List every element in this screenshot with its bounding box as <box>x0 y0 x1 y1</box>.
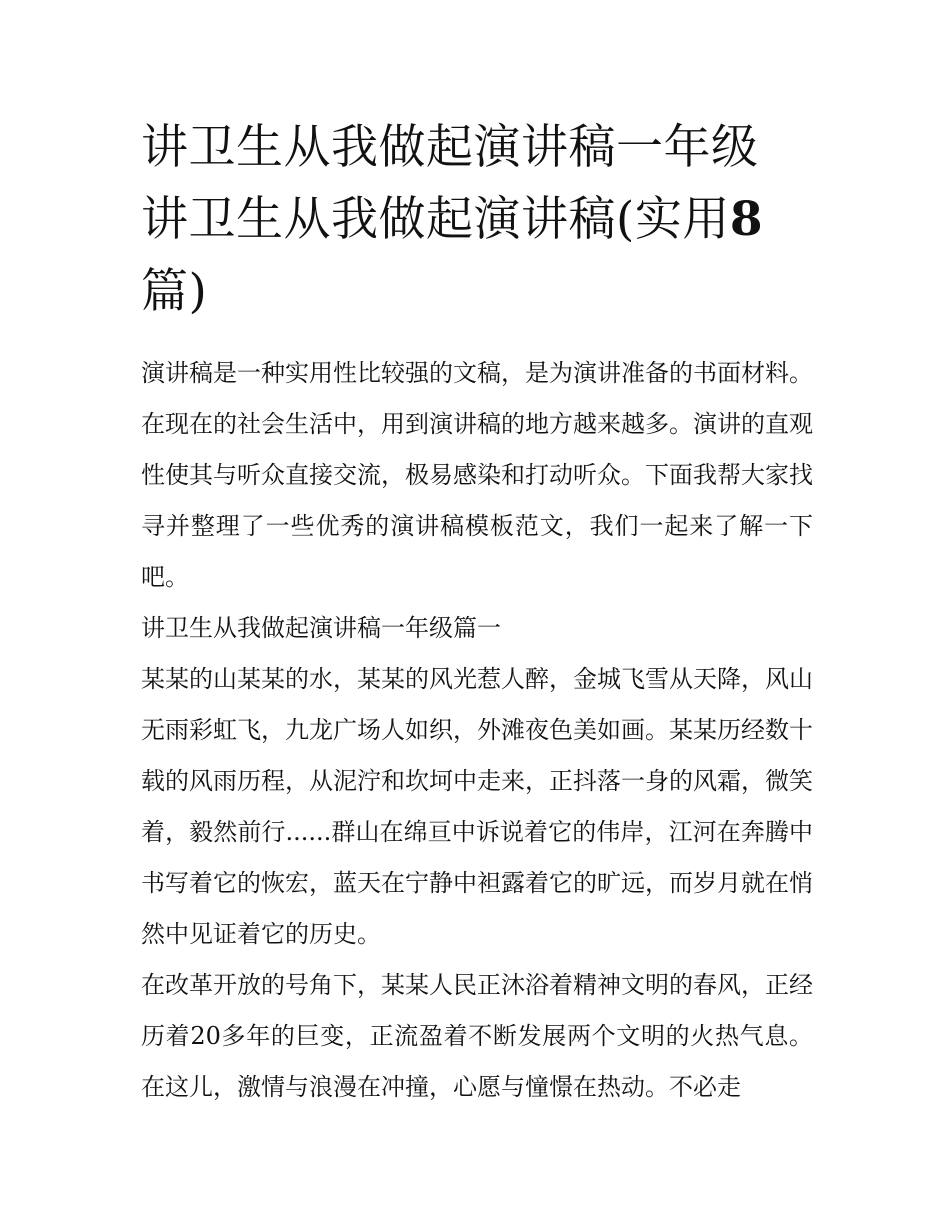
document-page <box>141 112 813 1113</box>
title-line-2-number: 8 <box>729 192 764 247</box>
title-line-2-text: 讲卫生从我做起演讲稿(实用 <box>141 192 730 247</box>
title-line-1: 讲卫生从我做起演讲稿一年级 <box>141 120 759 175</box>
body-paragraph: 在改革开放的号角下，某某人民正沐浴着精神文明的春风，正经历着20多年的巨变，正流盈着不断发展两个文明的火热气息。在这儿，激情与浪漫在冲撞，心愿与憧憬在热动。不必走 <box>141 971 813 1101</box>
document-body <box>141 348 813 1113</box>
body-paragraph: 某某的山某某的水，某某的风光惹人醉，金城飞雪从天降，风山无雨彩虹飞，九龙广场人如织，外滩夜色美如画。某某历经数十载的风雨历程，从泥泞和坎坷中走来，正抖落一身的风霜，微笑着，毅然前行......群山在绵亘中诉说着它的伟岸，江河在奔腾中书写着它的恢宏，蓝天在宁静中袒露着它的旷远，而岁月就在悄然中见证着它的历史。 <box>141 665 813 948</box>
title-line-3: 篇) <box>141 264 208 319</box>
document-title <box>141 112 813 328</box>
section-heading: 讲卫生从我做起演讲稿一年级篇一 <box>141 614 501 642</box>
intro-paragraph: 演讲稿是一种实用性比较强的文稿，是为演讲准备的书面材料。在现在的社会生活中，用到演讲稿的地方越来越多。演讲的直观性使其与听众直接交流，极易感染和打动听众。下面我帮大家找寻并整理了一些优秀的演讲稿模板范文，我们一起来了解一下吧。 <box>141 359 813 591</box>
